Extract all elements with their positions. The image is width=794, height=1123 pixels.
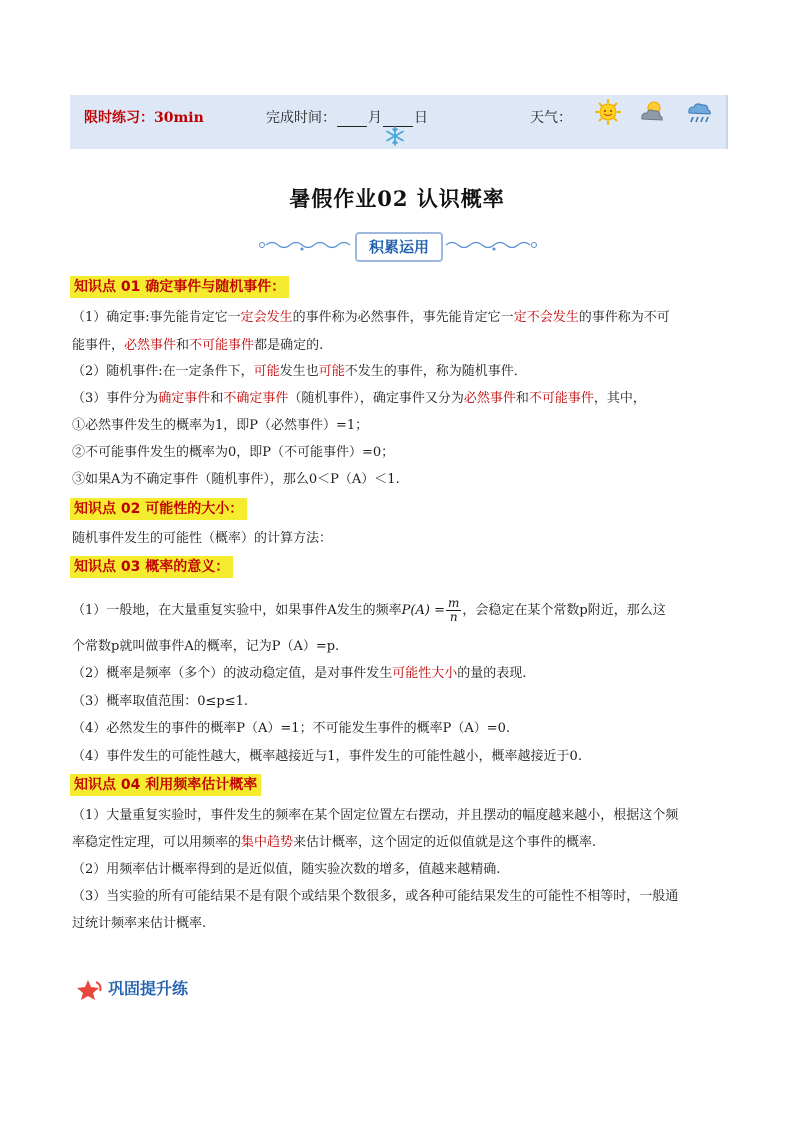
kp4-line-5: 过统计频率来估计概率. <box>72 916 207 931</box>
kp1-line-3: （2）随机事件:在一定条件下，可能发生也可能不发生的事件，称为随机事件． <box>72 364 527 379</box>
kp2-line-1: 随机事件发生的可能性（概率）的计算方法： <box>72 531 333 546</box>
kp2-heading: 知识点 02 可能性的大小： <box>70 498 247 520</box>
rain-icon[interactable] <box>684 97 714 127</box>
month-blank[interactable] <box>337 112 367 127</box>
kp3-line-2: 个常数p就叫做事件A的概率，记为P（A）=p. <box>72 639 340 654</box>
header-banner <box>70 95 728 149</box>
page-title: 暑假作业02 认识概率 <box>289 186 505 211</box>
section-badge: 积累运用 <box>355 232 443 262</box>
star-icon <box>76 979 104 1001</box>
weather-label: 天气： <box>530 110 572 126</box>
completion-time-label: 完成时间： <box>266 110 336 126</box>
kp1-line-1: （1）确定事:事先能肯定它一定会发生的事件称为必然事件，事先能肯定它一定不会发生的事件称为不可 <box>72 310 670 325</box>
kp4-line-3: （2）用频率估计概率得到的是近似值，随实验次数的增多，值越来越精确. <box>72 862 501 877</box>
kp1-line-6: ②不可能事件发生的概率为0，即P（不可能事件）=0； <box>72 445 395 460</box>
kp3-heading: 知识点 03 概率的意义： <box>70 556 233 578</box>
snowflake-icon <box>384 125 406 147</box>
cloudy-icon[interactable] <box>636 97 666 127</box>
completion-time <box>266 107 428 127</box>
kp3-line-3: （2）概率是频率（多个）的波动稳定值，是对事件发生可能性大小的量的表现. <box>72 666 527 681</box>
kp4-line-4: （3）当实验的所有可能结果不是有限个或结果个数很多，或各种可能结果发生的可能性不相等时，一般通 <box>72 889 679 904</box>
kp3-line-6: （4）事件发生的可能性越大，概率越接近与1，事件发生的可能性越小，概率越接近于0. <box>72 749 582 764</box>
day-label: 日 <box>414 110 428 126</box>
kp4-line-2: 率稳定性定理，可以用频率的集中趋势来估计概率，这个固定的近似值就是这个事件的概率. <box>72 835 597 850</box>
formula-fraction: $\frac{m}{n}$ <box>447 596 460 624</box>
month-label: 月 <box>368 110 382 126</box>
kp3-line-4: （3）概率取值范围：0≤p≤1. <box>72 694 249 709</box>
kp3-line-1: （1）一般地，在大量重复实验中，如果事件A发生的频率P(A) = $\frac{m}{n}$ ，会稳定在某个常数p附近，那么这 <box>72 596 666 624</box>
kp1-heading: 知识点 01 确定事件与随机事件： <box>70 276 289 298</box>
kp1-line-2: 能事件，必然事件和不可能事件都是确定的. <box>72 338 324 353</box>
sunny-icon[interactable] <box>593 97 623 127</box>
kp4-line-1: （1）大量重复实验时，事件发生的频率在某个固定位置左右摆动，并且摆动的幅度越来越小，根据这个频 <box>72 808 679 823</box>
kp3-line-5: （4）必然发生的事件的概率P（A）=1；不可能发生事件的概率P（A）=0. <box>72 721 511 736</box>
kp4-heading: 知识点 04 利用频率估计概率 <box>70 774 261 796</box>
kp1-line-4: （3）事件分为确定事件和不确定事件（随机事件），确定事件又分为必然事件和不可能事件，其中， <box>72 391 646 406</box>
time-limit-label: 限时练习：30min <box>84 110 204 126</box>
kp1-line-7: ③如果A为不确定事件（随机事件），那么0＜P（A）＜1. <box>72 472 400 487</box>
formula-lhs: P(A) = <box>401 603 445 618</box>
consolidate-label: 巩固提升练 <box>108 979 189 998</box>
kp1-line-5: ①必然事件发生的概率为1，即P（必然事件）=1； <box>72 418 369 433</box>
